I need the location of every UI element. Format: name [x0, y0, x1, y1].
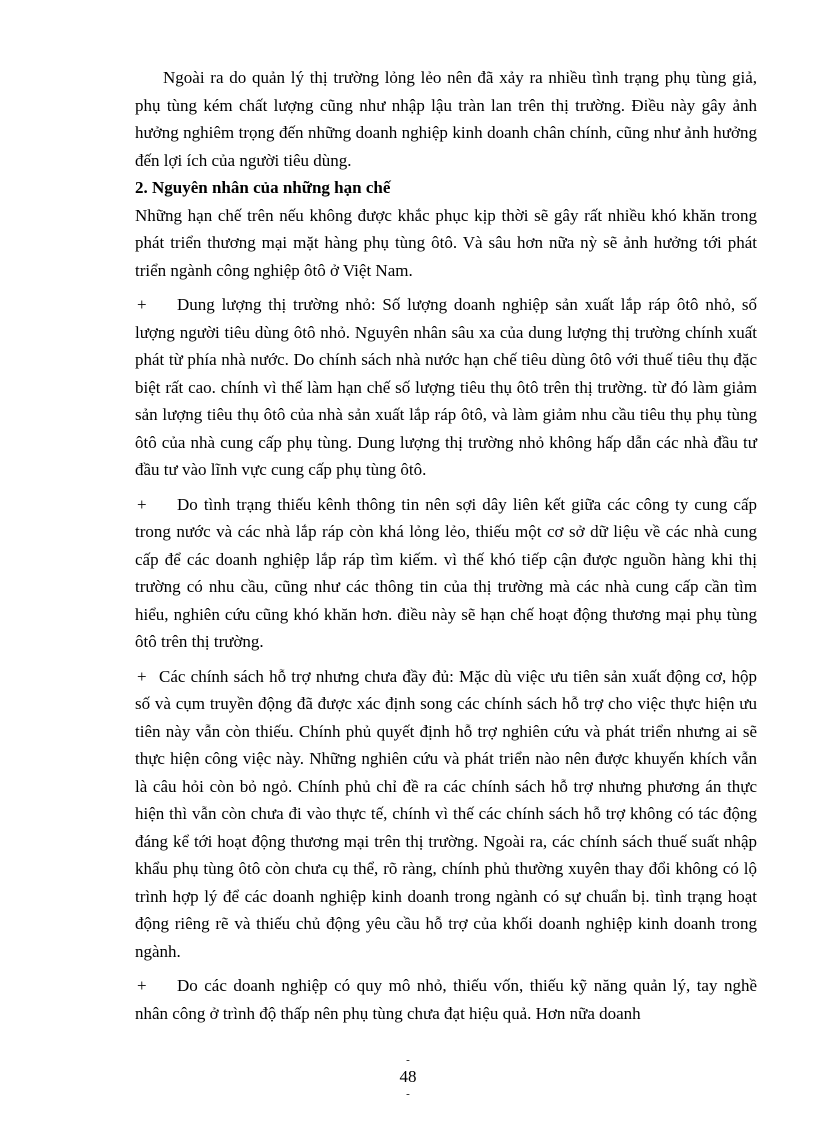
lead-paragraph: Những hạn chế trên nếu không được khắc phục kịp thời sẽ gây rất nhiều khó khăn trong phát triển thương mại mặt hàng phụ tùng ôtô. Và sâu hơn nữa nỳ sẽ ảnh hưởng tới phát triển ngành công nghiệp ôtô ở Việt Nam. [135, 205, 757, 280]
footer-dash-top: - [406, 1054, 410, 1066]
bullet-item-policies [135, 663, 757, 966]
bullet-item-small-enterprises [135, 972, 757, 1027]
bullet-mark: + [137, 666, 147, 686]
bullet-item-market-size [135, 291, 757, 484]
intro-paragraph: Ngoài ra do quản lý thị trường lỏng lẻo nên đã xảy ra nhiều tình trạng phụ tùng giả, phụ tùng kém chất lượng cũng như nhập lậu tràn lan trên thị trường. Điều này gây ảnh hưởng nghiêm trọng đến những doanh nghiệp kinh doanh chân chính, cũng như ảnh hưởng đến lợi ích của người tiêu dùng. [135, 68, 757, 170]
page-number: 48 [399, 1067, 417, 1086]
bullet-mark: + [137, 976, 147, 995]
bullet-text: Dung lượng thị trường nhỏ: Số lượng doanh nghiệp sản xuất lắp ráp ôtô nhỏ, số lượng người tiêu dùng ôtô nhỏ. Nguyên nhân sâu xa của dung lượng thị trường chính xuất phát từ phía nhà nước. Do chính sách nhà nước hạn chế tiêu dùng ôtô với thuế tiêu thụ đặc biệt rất cao. chính vì thế làm hạn chế số lượng tiêu thụ ôtô trên thị trường. từ đó làm giảm sản lượng tiêu thụ ôtô của nhà sản xuất lắp ráp ôtô, và làm giảm nhu cầu tiêu thụ phụ tùng ôtô của nhà cung cấp phụ tùng. Dung lượng thị trường nhỏ không hấp dẫn các nhà đầu tư đầu tư vào lĩnh vực cung cấp phụ tùng ôtô. [135, 295, 757, 479]
section-heading: 2. Nguyên nhân của những hạn chế [135, 178, 391, 197]
bullet-item-information [135, 491, 757, 656]
footer-dash-bottom: - [406, 1088, 410, 1100]
document-body [135, 64, 757, 1027]
page-footer [0, 1054, 816, 1100]
bullet-mark: + [137, 494, 147, 514]
bullet-text: Do các doanh nghiệp có quy mô nhỏ, thiếu vốn, thiếu kỹ năng quản lý, tay nghề nhân công ở trình độ thấp nên phụ tùng chưa đạt hiệu quả. Hơn nữa doanh [135, 976, 757, 1023]
bullet-text: Các chính sách hỗ trợ nhưng chưa đầy đủ: Mặc dù việc ưu tiên sản xuất động cơ, hộp số và cụm truyền động đã được xác định song các chính sách hỗ trợ cho việc thực hiện ưu tiên này vẫn còn thiếu. Chính phủ quyết định hỗ trợ nghiên cứu và phát triển nhưng ai sẽ thực hiện công việc này. Những nghiên cứu và phát triển nào nên được khuyến khích vẫn là câu hỏi còn bỏ ngỏ. Chính phủ chỉ đề ra các chính sách hỗ trợ nhưng phương án thực hiện thì vẫn còn chưa đi vào thực tế, chính vì thế các chính sách hỗ trợ không có tác động đáng kể tới hoạt động thương mại trên thị trường. Ngoài ra, các chính sách thuế suất nhập khẩu phụ tùng ôtô còn chưa cụ thể, rõ ràng, chính phủ thường xuyên thay đổi không có lộ trình hợp lý để các doanh nghiệp kinh doanh trong ngành có sự chuẩn bị. tình trạng hoạt động riêng rẽ và thiếu chủ động yêu cầu hỗ trợ của khối doanh nghiệp kinh doanh trong ngành. [135, 666, 757, 961]
bullet-mark: + [137, 295, 147, 314]
bullet-text: Do tình trạng thiếu kênh thông tin nên sợi dây liên kết giữa các công ty cung cấp trong nước và các nhà lắp ráp còn khá lỏng lẻo, thiếu một cơ sở dữ liệu về các nhà cung cấp để các doanh nghiệp lắp ráp tìm kiếm. vì thế khó tiếp cận được nguồn hàng khi thị trường có nhu cầu, cũng như các thông tin của thị trường mà các nhà cung cấp cần tìm hiểu, nghiên cứu cũng khó khăn hơn. điều này sẽ hạn chế hoạt động thương mại phụ tùng ôtô trên thị trường. [135, 494, 757, 651]
